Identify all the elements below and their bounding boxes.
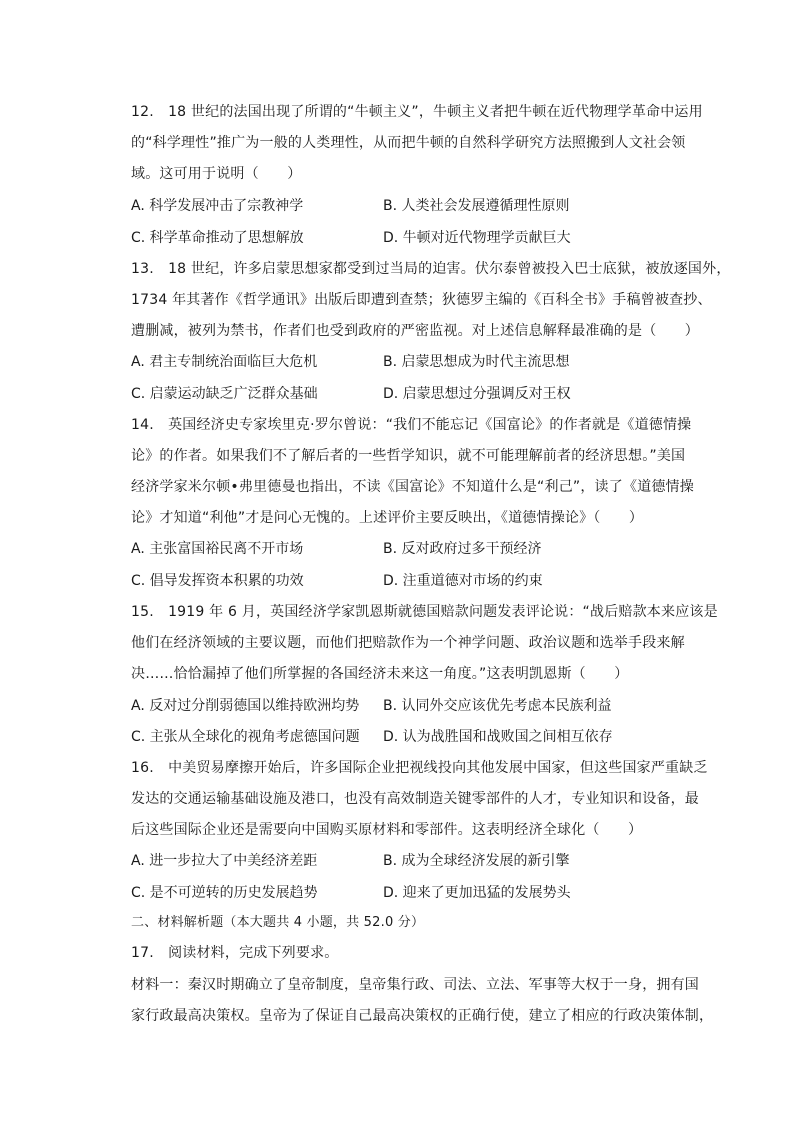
question-15-option-b: B. 认同外交应该优先考虑本民族利益 <box>383 698 612 714</box>
question-13-option-a: A. 君主专制统治面临巨大危机 <box>131 354 318 370</box>
question-13-line-3: 遭删减，被列为禁书，作者们也受到政府的严密监视。对上述信息解释最准确的是（ ） <box>131 323 699 339</box>
question-14-line-2: 论》的作者。如果我们不了解后者的一些哲学知识，就不可能理解前者的经济思想。”美国 <box>131 448 686 464</box>
question-16-option-b: B. 成为全球经济发展的新引擎 <box>383 853 570 869</box>
question-15-line-2: 他们在经济领域的主要议题，而他们把赔款作为一个神学问题、政治议题和选举手段来解 <box>131 635 685 651</box>
question-14-option-c: C. 倡导发挥资本积累的功效 <box>131 573 304 589</box>
question-13-line-1: 13. 18 世纪，许多启蒙思想家都受到过当局的迫害。伏尔泰曾被投入巴士底狱，被放逐国外， <box>131 261 731 277</box>
question-14-option-a: A. 主张富国裕民离不开市场 <box>131 541 304 557</box>
question-14-option-b: B. 反对政府过多干预经济 <box>383 541 542 557</box>
section-title: 二、材料解析题（本大题共 4 小题，共 52.0 分） <box>131 915 425 930</box>
question-13-line-2: 1734 年其著作《哲学通讯》出版后即遭到查禁；狄德罗主编的《百科全书》手稿曾被查抄、 <box>131 292 712 308</box>
question-16-line-1: 16. 中美贸易摩擦开始后，许多国际企业把视线投向其他发展中国家，但这些国家严重缺乏 <box>131 760 708 776</box>
question-16-line-2: 发达的交通运输基础设施及港口，也没有高效制造关键零部件的人才，专业知识和设备，最 <box>131 791 699 807</box>
question-12-option-a: A. 科学发展冲击了宗教神学 <box>131 198 304 214</box>
question-16-option-a: A. 进一步拉大了中美经济差距 <box>131 853 318 869</box>
question-13-option-c: C. 启蒙运动缺乏广泛群众基础 <box>131 386 318 402</box>
material-line-2: 家行政最高决策权。皇帝为了保证自己最高决策权的正确行使，建立了相应的行政决策体制， <box>131 1008 714 1024</box>
question-14-option-d: D. 注重道德对市场的约束 <box>383 573 543 589</box>
question-12-line-1: 12. 18 世纪的法国出现了所谓的“牛顿主义”，牛顿主义者把牛顿在近代物理学革命中运用 <box>131 104 703 120</box>
question-17-intro: 17. 阅读材料，完成下列要求。 <box>131 945 339 961</box>
question-15-line-3: 决……恰恰漏掉了他们所掌握的各国经济未来这一角度。”这表明凯恩斯（ ） <box>131 666 629 682</box>
question-12-line-3: 域。这可用于说明（ ） <box>131 166 302 182</box>
question-16-option-c: C. 是不可逆转的历史发展趋势 <box>131 885 318 901</box>
question-13-option-d: D. 启蒙思想过分强调反对王权 <box>383 386 571 402</box>
material-line-1: 材料一：秦汉时期确立了皇帝制度，皇帝集行政、司法、立法、军事等大权于一身，拥有国 <box>131 977 699 993</box>
question-14-line-1: 14. 英国经济史专家埃里克·罗尔曾说：“我们不能忘记《国富论》的作者就是《道德情操 <box>131 417 692 433</box>
question-14-line-3: 经济学家米尔顿•弗里德曼也指出，不读《国富论》不知道什么是“利己”，读了《道德情操 <box>131 479 694 495</box>
question-14-line-4: 论》才知道“利他”才是问心无愧的。上述评价主要反映出，《道德情操论》（ ） <box>131 510 644 526</box>
question-15-option-d: D. 认为战胜国和战败国之间相互依存 <box>383 729 613 745</box>
question-13-option-b: B. 启蒙思想成为时代主流思想 <box>383 354 570 370</box>
question-16-line-3: 后这些国际企业还是需要向中国购买原材料和零部件。这表明经济全球化（ ） <box>131 822 643 838</box>
question-12-option-d: D. 牛顿对近代物理学贡献巨大 <box>383 230 571 246</box>
question-16-option-d: D. 迎来了更加迅猛的发展势头 <box>383 885 571 901</box>
question-15-option-a: A. 反对过分削弱德国以维持欧洲均势 <box>131 698 360 714</box>
question-15-line-1: 15. 1919 年 6 月，英国经济学家凯恩斯就德国赔款问题发表评论说：“战后赔款本来应该是 <box>131 604 718 620</box>
question-12-line-2: 的“科学理性”推广为一般的人类理性，从而把牛顿的自然科学研究方法照搬到人文社会领 <box>131 135 686 151</box>
question-15-option-c: C. 主张从全球化的视角考虑德国问题 <box>131 729 360 745</box>
question-12-option-b: B. 人类社会发展遵循理性原则 <box>383 198 570 214</box>
question-12-option-c: C. 科学革命推动了思想解放 <box>131 230 304 246</box>
